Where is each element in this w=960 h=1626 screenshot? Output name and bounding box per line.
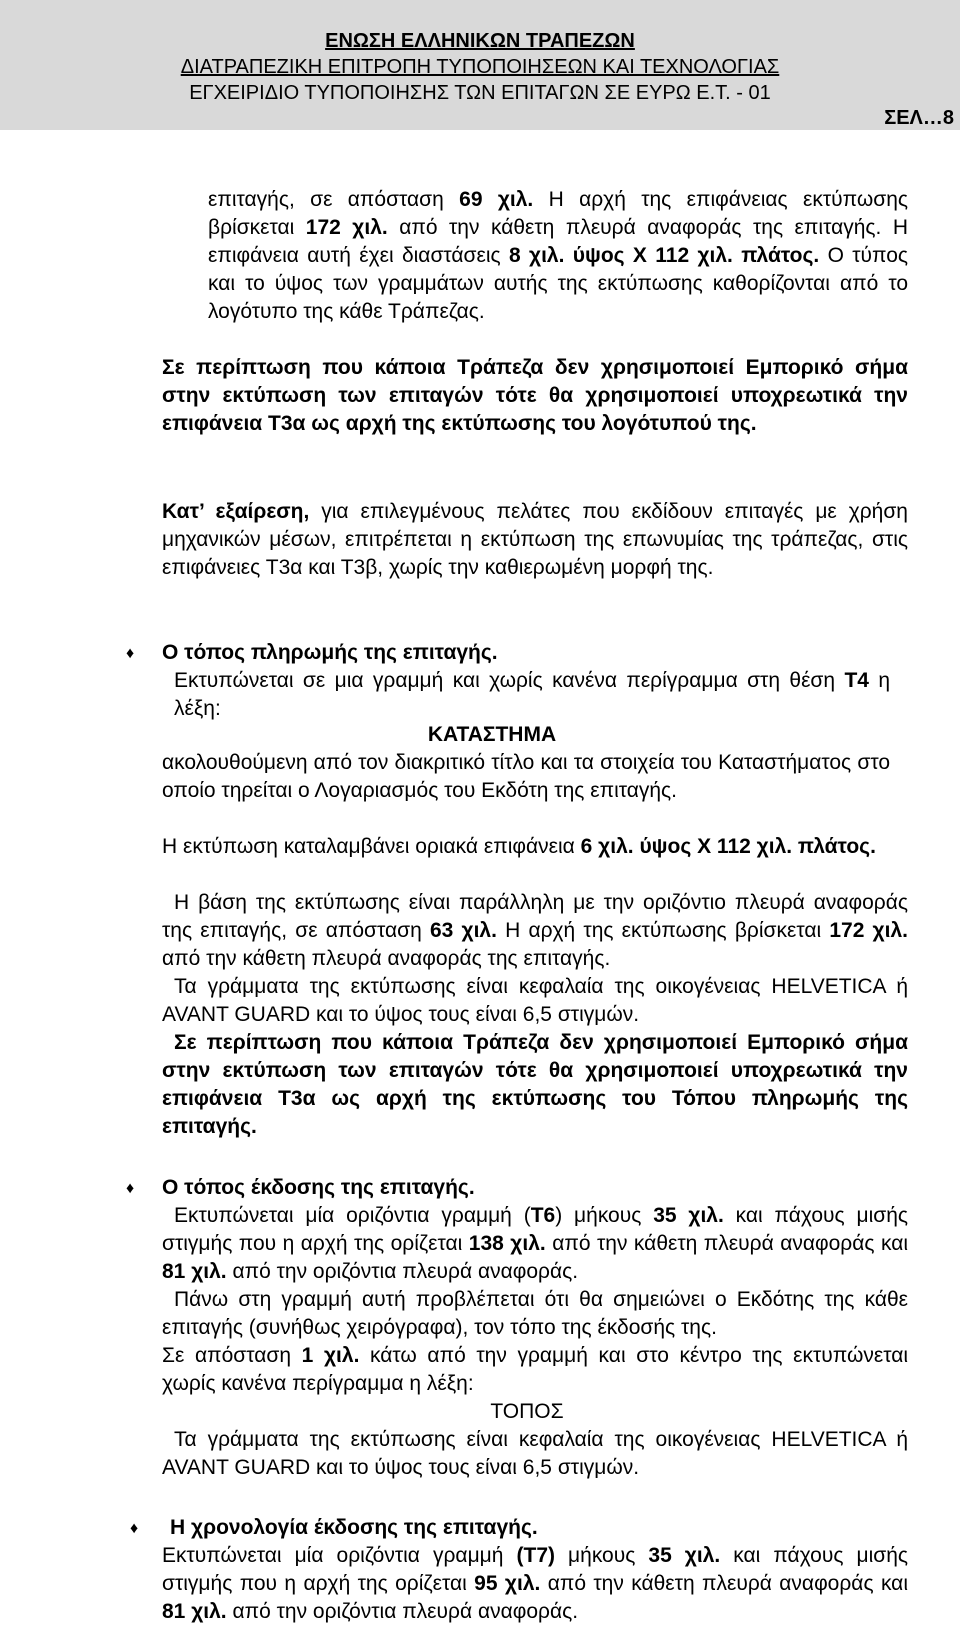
paragraph-payment-font: Τα γράμματα της εκτύπωσης είναι κεφαλαία της οικογένειας HELVETICA ή AVANT GUARD και το ύψος τους είναι 6,5 στιγμών. (162, 975, 908, 1026)
section-heading-issue-date: Η χρονολογία έκδοσης της επιταγής. (170, 1516, 538, 1539)
paragraph-surface-dimensions: επιταγής, σε απόσταση 69 χιλ. Η αρχή της επιφάνειας εκτύπωσης βρίσκεται 172 χιλ. από την κάθετη πλευρά αναφοράς της επιταγής. Η επιφάνεια αυτή έχει διαστάσεις 8 χιλ. ύψος Χ 112 χιλ. πλάτος. Ο τύπος και το ύψος των γραμμάτων αυτής της εκτύπωσης καθορίζονται από το λογότυπο της κάθε Τράπεζας. (208, 188, 909, 323)
paragraph-payment-trademark-rule: Σε περίπτωση που κάποια Τράπεζα δεν χρησιμοποιεί Εμπορικό σήμα στην εκτύπωση των επιταγών τότε θα χρησιμοποιεί υποχρεωτικά την επιφάνεια Τ3α ως αρχή της εκτύπωσης του Τόπου πληρωμής της επιταγής. (162, 1031, 908, 1138)
paragraph-exception: Κατ’ εξαίρεση, για επιλεγμένους πελάτες που εκδίδουν επιταγές με χρήση μηχανικών μέσων, επιτρέπεται η εκτύπωση της επωνυμίας της τράπεζας, στις επιφάνειες Τ3α και Τ3β, χωρίς την καθιερωμένη μορφή της. (162, 500, 908, 579)
header-organization: ΕΝΩΣΗ ΕΛΛΗΝΙΚΩΝ ΤΡΑΠΕΖΩΝ (325, 30, 635, 52)
bullet-diamond-icon: ♦ (126, 645, 135, 662)
section-heading-payment-place: Ο τόπος πληρωμής της επιταγής. (162, 641, 498, 664)
paragraph-issue-font: Τα γράμματα της εκτύπωσης είναι κεφαλαία της οικογένειας HELVETICA ή AVANT GUARD και το ύψος τους είναι 6,5 στιγμών. (162, 1428, 908, 1479)
header-manual-title: ΕΓΧΕΙΡΙΔΙΟ ΤΥΠΟΠΟΙΗΣΗΣ ΤΩΝ ΕΠΙΤΑΓΩΝ ΣΕ ΕΥΡΩ Ε.Τ. - 01 (189, 82, 771, 104)
paragraph-issue-word: Σε απόσταση 1 χιλ. κάτω από την γραμμή και στο κέντρο της εκτυπώνεται χωρίς κανένα περίγραμμα η λέξη: (162, 1344, 909, 1395)
section-heading-issue-place: Ο τόπος έκδοσης της επιταγής. (162, 1176, 475, 1199)
paragraph-trademark-rule: Σε περίπτωση που κάποια Τράπεζα δεν χρησιμοποιεί Εμπορικό σήμα στην εκτύπωση των επιταγών τότε θα χρησιμοποιεί υποχρεωτικά την επιφάνεια Τ3α ως αρχή της εκτύπωσης του λογότυπού της. (162, 356, 908, 435)
page-number: ΣΕΛ…8 (884, 107, 954, 129)
paragraph-issue-handwritten: Πάνω στη γραμμή αυτή προβλέπεται ότι θα σημειώνει ο Εκδότης της κάθε επιταγής (συνήθως χειρόγραφα), τον τόπο της έκδοσής της. (162, 1288, 908, 1339)
bullet-diamond-icon: ♦ (126, 1180, 135, 1197)
paragraph-payment-print: Εκτυπώνεται σε μια γραμμή και χωρίς κανένα περίγραμμα στη θέση Τ4 η λέξη: (174, 669, 890, 720)
word-place: ΤΟΠΟΣ (490, 1400, 564, 1423)
word-branch: ΚΑΤΑΣΤΗΜΑ (427, 723, 557, 746)
header-committee: ΔΙΑΤΡΑΠΕΖΙΚΗ ΕΠΙΤΡΟΠΗ ΤΥΠΟΠΟΙΗΣΕΩΝ ΚΑΙ ΤΕΧΝΟΛΟΓΙΑΣ (180, 56, 780, 78)
paragraph-payment-area: Η εκτύπωση καταλαμβάνει οριακά επιφάνεια 6 χιλ. ύψος Χ 112 χιλ. πλάτος. (162, 835, 876, 858)
paragraph-branch-details: ακολουθούμενη από τον διακριτικό τίτλο και τα στοιχεία του Καταστήματος στο οποίο τηρείται ο Λογαριασμός του Εκδότη της επιταγής. (162, 751, 890, 802)
paragraph-date-line: Εκτυπώνεται μία οριζόντια γραμμή (Τ7) μήκους 35 χιλ. και πάχους μισής στιγμής που η αρχή της ορίζεται 95 χιλ. από την κάθετη πλευρά αναφοράς και 81 χιλ. από την οριζόντια πλευρά αναφοράς. (162, 1544, 908, 1623)
paragraph-issue-line: Εκτυπώνεται μία οριζόντια γραμμή (Τ6) μήκους 35 χιλ. και πάχους μισής στιγμής που η αρχή της ορίζεται 138 χιλ. από την κάθετη πλευρά αναφοράς και 81 χιλ. από την οριζόντια πλευρά αναφοράς. (162, 1204, 908, 1283)
paragraph-payment-position: Η βάση της εκτύπωσης είναι παράλληλη με την οριζόντιο πλευρά αναφοράς της επιταγής, σε απόσταση 63 χιλ. Η αρχή της εκτύπωσης βρίσκεται 172 χιλ. από την κάθετη πλευρά αναφοράς της επιταγής. (162, 891, 908, 970)
bullet-diamond-icon: ♦ (130, 1520, 139, 1537)
